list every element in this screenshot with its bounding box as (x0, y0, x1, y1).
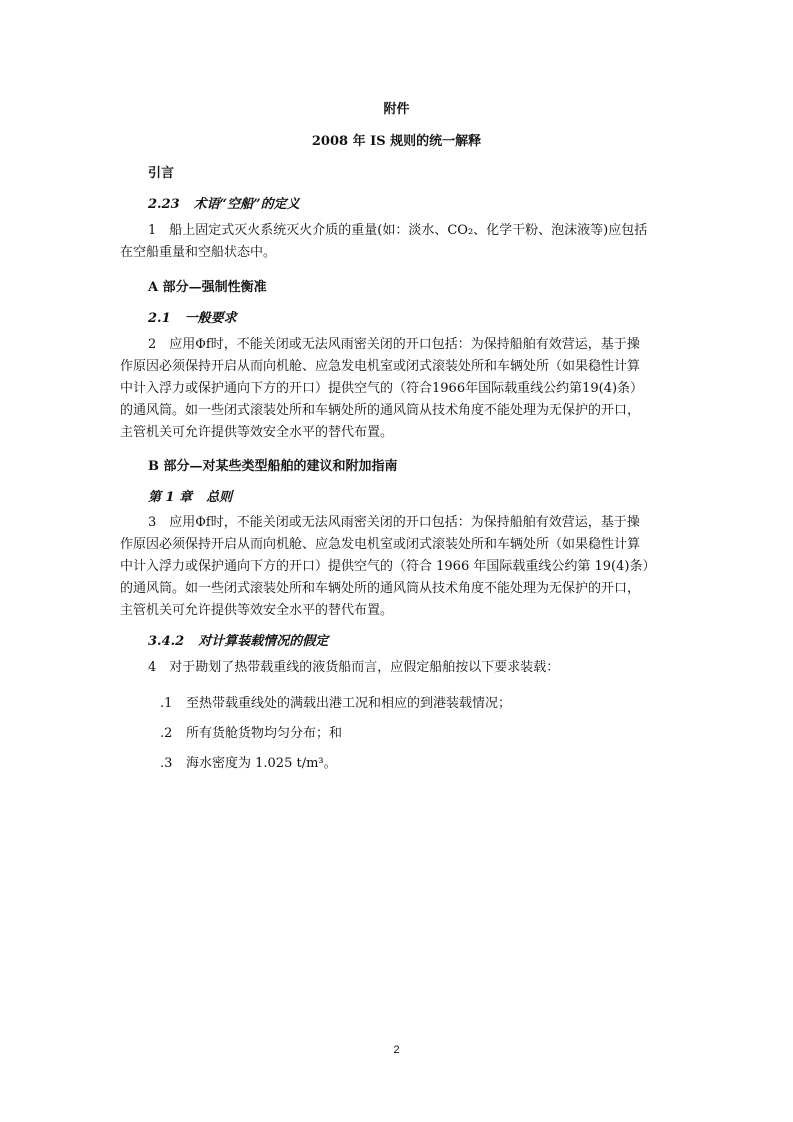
paragraph-4 (148, 657, 678, 679)
paragraph-line: 主管机关可允许提供等效安全水平的替代布置。 (120, 603, 394, 618)
paragraph-2 (120, 334, 678, 444)
section-title: 一般要求 (184, 311, 237, 326)
section-number: 3.4.2 (148, 634, 185, 649)
paragraph-line: 作原因必须保持开启从而向机舱、应急发电机室或闭式滚装处所和车辆处所（如果稳性计算 (120, 537, 641, 552)
list-item-number: .1 (160, 696, 173, 711)
list-item-text: 海水密度为 1.025 t/m³。 (186, 756, 337, 771)
part-a-heading: A 部分—强制性衡准 (148, 280, 267, 295)
document-title: 2008 年 IS 规则的统一解释 (311, 134, 482, 149)
list-item (160, 752, 337, 771)
paragraph-line: 的通风筒。如一些闭式滚装处所和车辆处所的通风筒从技术角度不能处理为无保护的开口， (120, 581, 641, 596)
list-item-number: .2 (160, 726, 173, 741)
paragraph-line: 2 应用Φf时，不能关闭或无法风雨密关闭的开口包括：为保持船舶有效营运，基于操 (148, 337, 640, 352)
chapter-number: 第 1 章 (148, 490, 193, 505)
paragraph-line: 4 对于勘划了热带载重线的液货船而言，应假定船舶按以下要求装载： (148, 660, 560, 675)
list-item-number: .3 (160, 756, 173, 771)
paragraph-1 (120, 220, 678, 264)
annex-label: 附件 (383, 102, 410, 117)
section-title: 对计算装载情况的假定 (198, 634, 329, 649)
paragraph-line: 作原因必须保持开启从而向机舱、应急发电机室或闭式滚装处所和车辆处所（如果稳性计算 (120, 359, 641, 374)
section-2-1-heading (148, 307, 237, 326)
paragraph-line: 3 应用Φf时，不能关闭或无法风雨密关闭的开口包括：为保持船舶有效营运，基于操 (148, 515, 640, 530)
part-b-heading: B 部分—对某些类型船舶的建议和附加指南 (148, 459, 398, 474)
paragraph-line: 1 船上固定式灭火系统灭火介质的重量(如：淡水、CO₂、化学干粉、泡沫液等)应包括 (148, 223, 648, 238)
list-item (160, 722, 342, 741)
chapter-title: 总则 (206, 490, 233, 505)
list-item (160, 692, 511, 711)
paragraph-3 (120, 512, 678, 622)
section-3-4-2-heading (148, 630, 328, 649)
paragraph-line: 在空船重量和空船状态中。 (120, 245, 277, 260)
chapter-1-heading (148, 486, 232, 505)
section-number: 2.23 (148, 197, 180, 212)
list-item-text: 所有货舱货物均匀分布；和 (186, 726, 343, 741)
paragraph-line: 中计入浮力或保护通向下方的开口）提供空气的（符合1966年国际载重线公约第19(4)条） (120, 381, 644, 396)
intro-heading: 引言 (148, 166, 175, 181)
list-item-text: 至热带载重线处的满载出港工况和相应的到港装载情况； (186, 696, 512, 711)
paragraph-line: 中计入浮力或保护通向下方的开口）提供空气的（符合 1966 年国际载重线公约第 19(4)条） (120, 559, 656, 574)
paragraph-line: 主管机关可允许提供等效安全水平的替代布置。 (120, 425, 394, 440)
section-2-23-heading (148, 193, 300, 212)
section-title: 术语“空船”的定义 (193, 197, 300, 212)
page-number: 2 (393, 1044, 400, 1056)
section-number: 2.1 (148, 311, 171, 326)
paragraph-line: 的通风筒。如一些闭式滚装处所和车辆处所的通风筒从技术角度不能处理为无保护的开口， (120, 403, 641, 418)
